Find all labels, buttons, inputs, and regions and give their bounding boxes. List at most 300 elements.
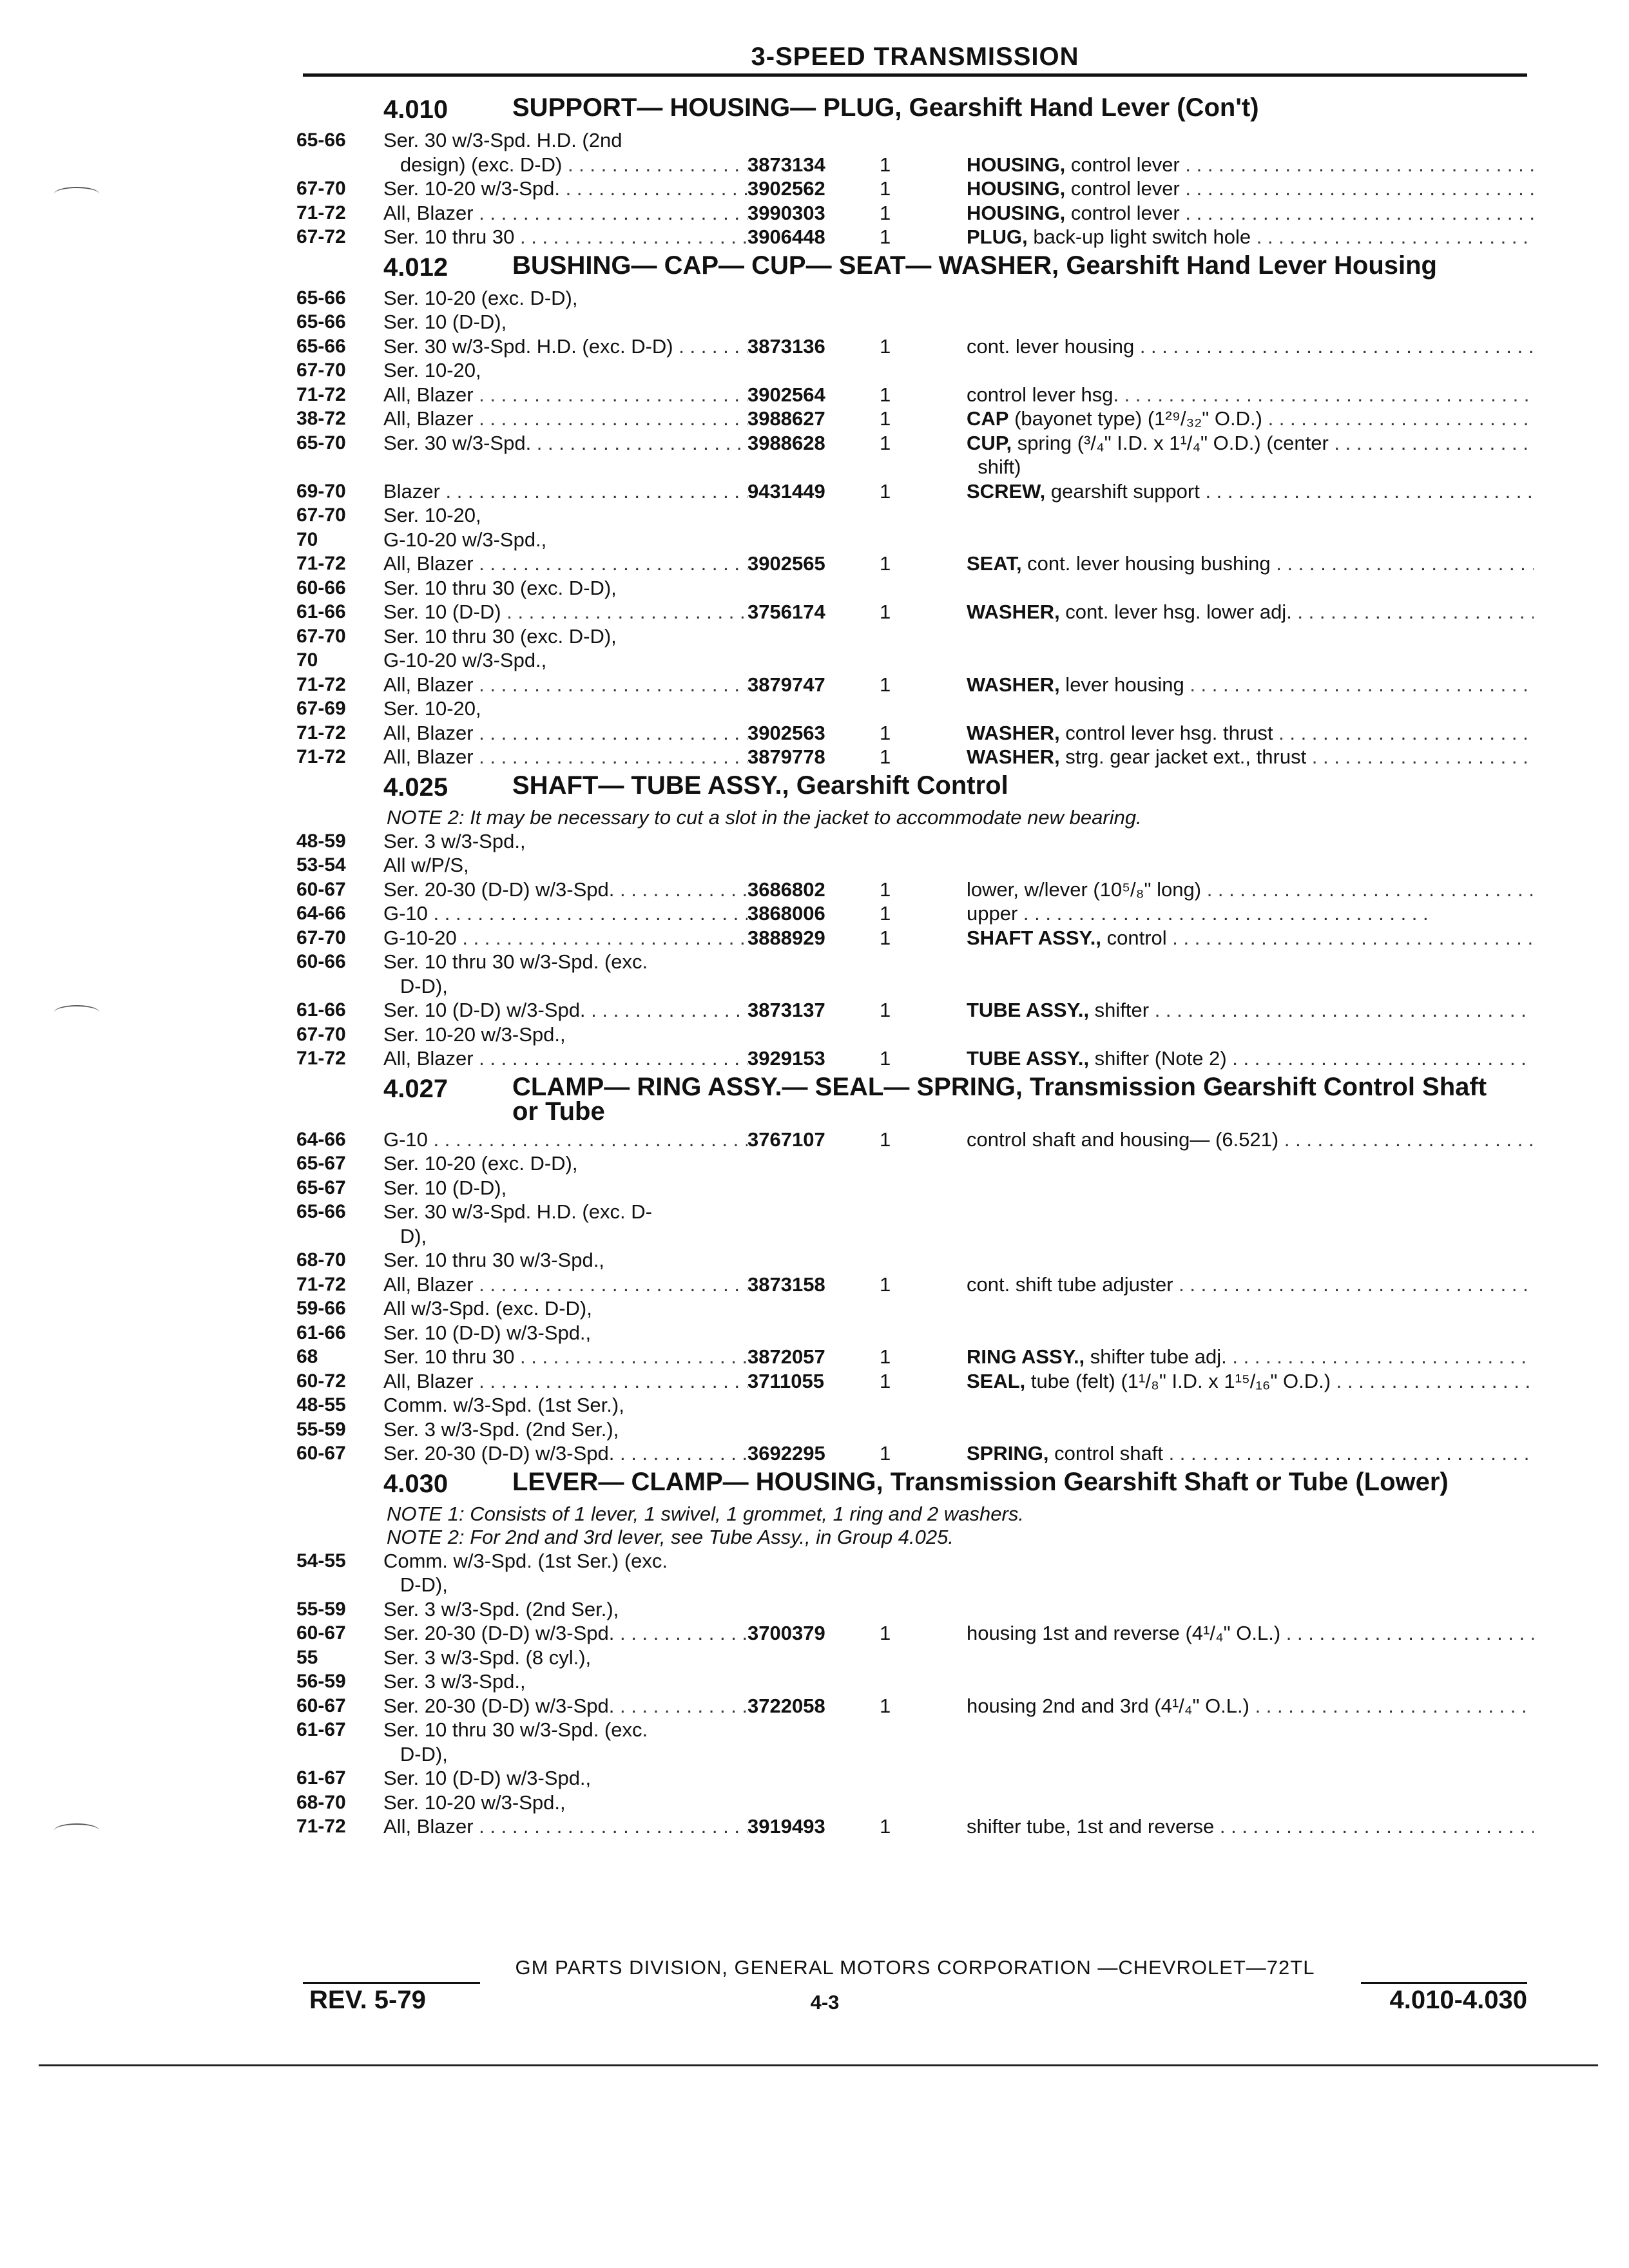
description [967,1128,1534,1152]
application: Ser. 20-30 (D-D) w/3-Spd. . . . [383,1694,747,1718]
application: Ser. 30 w/3-Spd. H.D. (2nd [383,129,622,151]
description [967,673,1534,697]
application: Ser. 3 w/3-Spd., [383,1670,526,1693]
description [967,177,1534,201]
application: All, Blazer . . . [383,1814,747,1839]
part-number [747,1224,880,1249]
part-row [296,479,1534,504]
model-years: 67-70 [296,1023,346,1045]
description-keyword: TUBE ASSY., [967,999,1090,1021]
model-years [296,1573,383,1597]
part-number [747,1151,880,1176]
part-number [747,974,880,999]
part-row [296,1393,1534,1418]
quantity [880,1418,967,1442]
description [967,334,1534,359]
quantity [880,1393,967,1418]
model-years: 67-70 [296,505,346,526]
part-number [747,1791,880,1815]
quantity [880,974,967,999]
description [967,926,1534,950]
application: Ser. 10-20, [383,359,481,381]
description [967,745,1534,769]
part-row [296,153,1534,177]
part-number: 3873134 [747,153,825,176]
quantity [880,1791,967,1815]
application: Ser. 10-20, [383,697,481,720]
application: G-10-20 . . . [383,926,747,950]
part-row [296,1791,1534,1815]
application: Ser. 10 thru 30 w/3-Spd., [383,1249,604,1271]
quantity [880,1597,967,1622]
application: Ser. 10-20 w/3-Spd., [383,1023,566,1046]
part-row [296,1128,1534,1152]
description-text: gearshift support [1045,479,1200,503]
section-number: 4.030 [383,1469,448,1498]
model-years: 55-59 [296,1418,346,1440]
part-number: 3873137 [747,999,825,1021]
part-row [296,1669,1534,1694]
part-row [296,310,1534,334]
application: D-D), [383,974,448,997]
quantity: 1 [880,902,891,925]
description [967,479,1534,504]
part-row [296,358,1534,383]
description [967,1791,1534,1815]
description [967,552,1534,576]
description [967,998,1534,1023]
part-row [296,648,1534,673]
application: Ser. 20-30 (D-D) w/3-Spd. . . . [383,1621,747,1646]
section-heading [296,1072,1534,1126]
quantity [880,1742,967,1767]
section-note: NOTE 2: For 2nd and 3rd lever, see Tube Assy., in Group 4.025. [387,1525,954,1548]
application: Ser. 3 w/3-Spd. (2nd Ser.), [383,1597,619,1620]
application: All, Blazer . . . [383,383,747,407]
part-row [296,128,1534,153]
section-heading [296,253,1534,282]
model-years: 65-67 [296,1153,346,1174]
part-number: 3692295 [747,1442,825,1465]
application: Ser. 3 w/3-Spd. (8 cyl.), [383,1646,592,1669]
application: Ser. 10-20 (exc. D-D), [383,1152,578,1175]
section-heading [296,95,1534,124]
part-row [296,673,1534,697]
model-years: 60-67 [296,1443,346,1464]
part-row [296,1046,1534,1071]
description [967,974,1534,999]
quantity [880,697,967,721]
part-number [747,1200,880,1224]
part-row [296,1549,1534,1573]
application: Ser. 10-20 w/3-Spd., [383,1791,566,1814]
description-text: shifter [1089,999,1150,1021]
description [967,503,1534,528]
model-years: 53-54 [296,854,346,876]
application: All, Blazer . . . [383,745,747,769]
application: All, Blazer . . . [383,673,747,697]
section-4-012 [296,253,1534,769]
model-years: 71-72 [296,1816,346,1837]
part-number: 3906448 [747,226,825,248]
section-4-025 [296,773,1534,1071]
model-years: 67-70 [296,927,346,948]
part-number [747,1549,880,1573]
description [967,1151,1534,1176]
description [967,1573,1534,1597]
description-text: control lever [1065,201,1180,224]
quantity [880,1176,967,1200]
model-years: 60-67 [296,1695,346,1716]
quantity: 1 [880,1047,891,1070]
quantity: 1 [880,1273,891,1296]
description [967,901,1534,926]
quantity: 1 [880,1622,891,1644]
description-keyword: SCREW, [967,479,1046,503]
description-text: shifter tube, 1st and reverse [967,1815,1215,1838]
model-years: 69-70 [296,480,346,502]
description [967,721,1534,745]
application: D-D), [383,1742,448,1765]
section-number: 4.010 [383,95,448,124]
model-years: 65-66 [296,130,346,151]
model-years: 60-66 [296,577,346,599]
application: All, Blazer . . . [383,1369,747,1394]
application: Ser. 20-30 (D-D) w/3-Spd. . . . [383,1441,747,1466]
description [967,455,1534,479]
quantity: 1 [880,226,891,248]
model-years: 70 [296,649,318,671]
description-keyword: WASHER, [967,745,1060,768]
quantity [880,1646,967,1670]
footer-division: GM PARTS DIVISION, GENERAL MOTORS CORPORATION —CHEVROLET—72TL [515,1956,1315,1979]
description-keyword: WASHER, [967,721,1060,744]
part-number: 3902562 [747,177,825,200]
footer-revision: REV. 5-79 [309,1986,426,2014]
description-keyword: CUP, [967,431,1012,454]
application: Ser. 30 w/3-Spd. H.D. (exc. D- [383,1200,652,1223]
application: Ser. 30 w/3-Spd. . . . [383,431,747,456]
section-heading [296,773,1534,802]
description-text: control lever hsg. thrust [1059,721,1273,744]
quantity [880,1718,967,1742]
part-row [296,1176,1534,1200]
application: Ser. 10 (D-D) w/3-Spd., [383,1767,592,1789]
part-number [747,1573,880,1597]
footer-rule-left [303,1982,480,1984]
part-number [747,310,880,334]
part-number [747,1248,880,1273]
quantity: 1 [880,745,891,768]
part-number [747,829,880,854]
description [967,600,1534,624]
part-number: 9431449 [747,479,825,503]
description [967,310,1534,334]
model-years: 71-72 [296,1273,346,1295]
model-years: 64-66 [296,903,346,924]
section-number: 4.025 [383,773,448,802]
part-row [296,1814,1534,1839]
quantity [880,1766,967,1791]
part-row [296,853,1534,878]
quantity [880,503,967,528]
part-row [296,576,1534,601]
description-text: lower, w/lever (10⁵/₈" long) [967,878,1202,901]
part-row [296,1023,1534,1047]
description [967,1549,1534,1573]
description [967,950,1534,974]
description-text: cont. lever hsg. lower adj. [1059,601,1292,623]
quantity [880,128,967,153]
part-row [296,950,1534,974]
page-title: 3-SPEED TRANSMISSION [751,43,1079,71]
section-4-027 [296,1072,1534,1466]
part-row [296,1573,1534,1597]
description [967,853,1534,878]
description-keyword: RING ASSY., [967,1345,1085,1368]
description-text: lever housing [1059,673,1184,696]
section-note: NOTE 2: It may be necessary to cut a slot in the jacket to accommodate new bearing. [387,805,1142,829]
application: All, Blazer . . . [383,1046,747,1071]
section-note: NOTE 1: Consists of 1 lever, 1 swivel, 1 grommet, 1 ring and 2 washers. [387,1502,1024,1525]
part-row [296,1646,1534,1670]
model-years: 61-66 [296,601,346,622]
model-years: 71-72 [296,1048,346,1069]
part-number: 3988628 [747,431,825,454]
description-text: control lever hsg. [967,383,1119,406]
part-number [747,576,880,601]
application: Ser. 10 (D-D), [383,1176,507,1199]
quantity: 1 [880,926,891,949]
section-4-010 [296,95,1534,249]
description [967,358,1534,383]
part-row [296,1273,1534,1297]
section-title: SUPPORT— HOUSING— PLUG, Gearshift Hand Lever (Con't) [512,93,1259,122]
quantity: 1 [880,407,891,430]
part-number: 3711055 [747,1369,824,1392]
description [967,1742,1534,1767]
model-years: 67-72 [296,226,346,247]
description-text: strg. gear jacket ext., thrust [1059,745,1307,768]
application: G-10-20 w/3-Spd., [383,649,547,671]
part-row [296,1694,1534,1718]
part-row [296,455,1534,479]
description [967,1418,1534,1442]
quantity: 1 [880,153,891,176]
model-years: 60-67 [296,878,346,900]
quantity [880,648,967,673]
description-keyword: SEAL, [967,1369,1026,1392]
application: Comm. w/3-Spd. (1st Ser.), [383,1394,624,1416]
quantity [880,829,967,854]
section-title: CLAMP— RING ASSY.— SEAL— SPRING, Transmission Gearshift Control Shaft or Tube [512,1072,1487,1126]
quantity [880,624,967,649]
description-text: shifter (Note 2) [1089,1047,1227,1070]
part-number: 3902564 [747,383,825,406]
part-row [296,974,1534,999]
margin-mark [54,1005,99,1019]
application: D-D), [383,1573,448,1596]
model-years [296,974,383,999]
application: Ser. 10 (D-D) . . . [383,600,747,624]
application: Ser. 3 w/3-Spd. (2nd Ser.), [383,1418,619,1441]
application: design) (exc. D-D) . . . [383,153,747,177]
description [967,1023,1534,1047]
part-row [296,1224,1534,1249]
part-row [296,745,1534,769]
description-text: upper [967,902,1018,925]
description [967,624,1534,649]
part-number [747,1646,880,1670]
part-number: 3873136 [747,334,825,358]
quantity: 1 [880,878,891,901]
description [967,201,1534,226]
quantity [880,1549,967,1573]
description [967,1441,1534,1466]
part-row [296,1248,1534,1273]
part-row [296,1766,1534,1791]
description-keyword: WASHER, [967,673,1060,696]
description-text: tube (felt) (1¹/₈" I.D. x 1¹⁵/₁₆" O.D.) [1025,1369,1331,1392]
model-years: 59-66 [296,1298,346,1319]
description-keyword: WASHER, [967,601,1060,623]
part-number [747,648,880,673]
application: All w/P/S, [383,854,469,876]
description [967,383,1534,407]
part-number: 3988627 [747,407,825,430]
description-text: back-up light switch hole [1027,226,1251,248]
description [967,697,1534,721]
part-number [747,528,880,552]
description [967,1273,1534,1297]
application: Ser. 10-20, [383,504,481,526]
part-row [296,503,1534,528]
model-years: 67-70 [296,360,346,381]
model-years: 65-66 [296,311,346,332]
section-number: 4.012 [383,253,448,282]
quantity: 1 [880,177,891,200]
part-row [296,431,1534,456]
section-number: 4.027 [383,1074,448,1103]
quantity [880,528,967,552]
description-text: control shaft and housing— (6.521) [967,1128,1279,1151]
description-keyword: TUBE ASSY., [967,1047,1090,1070]
application: G-10 . . . [383,1128,747,1152]
model-years: 71-72 [296,722,346,744]
application: Comm. w/3-Spd. (1st Ser.) (exc. [383,1549,668,1572]
part-row [296,1296,1534,1321]
part-number: 3929153 [747,1047,825,1070]
quantity: 1 [880,334,891,358]
part-number: 3902563 [747,721,825,744]
quantity [880,1669,967,1694]
application: G-10 . . . [383,901,747,926]
part-number: 3873158 [747,1273,825,1296]
description [967,431,1534,456]
application: Ser. 20-30 (D-D) w/3-Spd. . . . [383,878,747,902]
description [967,1176,1534,1200]
description [967,1597,1534,1622]
model-years: 65-66 [296,287,346,309]
model-years: 71-72 [296,553,346,574]
part-row [296,528,1534,552]
description [967,1046,1534,1071]
part-row [296,600,1534,624]
application: All, Blazer . . . [383,721,747,745]
application: All, Blazer . . . [383,201,747,226]
quantity: 1 [880,479,891,503]
part-row [296,1151,1534,1176]
part-row [296,225,1534,249]
application: Ser. 10 (D-D) w/3-Spd., [383,1321,592,1344]
model-years: 61-66 [296,999,346,1021]
quantity: 1 [880,673,891,696]
description-keyword: HOUSING, [967,153,1066,176]
parts-listing [296,91,1534,1839]
quantity [880,286,967,311]
model-years: 65-66 [296,335,346,357]
description-text: control lever [1065,177,1180,200]
model-years: 56-59 [296,1671,346,1692]
margin-mark [54,1823,99,1838]
model-years: 65-70 [296,432,346,454]
application: Ser. 3 w/3-Spd., [383,829,526,852]
part-row [296,1369,1534,1394]
quantity [880,358,967,383]
application: All, Blazer . . . [383,552,747,576]
quantity [880,1321,967,1345]
description [967,1766,1534,1791]
application: Ser. 10 (D-D) w/3-Spd. . . . [383,998,747,1023]
part-number: 3686802 [747,878,825,901]
description-text: cont. lever housing bushing [1021,552,1271,575]
part-row [296,1621,1534,1646]
model-years: 67-70 [296,625,346,647]
description [967,576,1534,601]
part-row [296,1597,1534,1622]
description [967,1369,1534,1394]
description [967,829,1534,854]
model-years: 60-66 [296,951,346,972]
quantity [880,576,967,601]
application: Ser. 10 thru 30 w/3-Spd. (exc. [383,950,648,973]
part-number [747,503,880,528]
description [967,1345,1534,1369]
model-years: 48-59 [296,830,346,852]
description [967,128,1534,153]
part-row [296,552,1534,576]
description-text: shift) [967,456,1021,478]
description [967,1393,1534,1418]
application: Ser. 30 w/3-Spd. H.D. (exc. D-D) . . . [383,334,747,359]
description-keyword: HOUSING, [967,201,1066,224]
quantity: 1 [880,1815,891,1838]
quantity: 1 [880,1442,891,1465]
quantity [880,853,967,878]
part-number [747,624,880,649]
quantity: 1 [880,431,891,454]
header-rule [303,73,1527,77]
part-number [747,1023,880,1047]
description [967,1694,1534,1718]
part-number [747,1669,880,1694]
application: All, Blazer . . . [383,407,747,431]
model-years: 71-72 [296,673,346,695]
part-row [296,1441,1534,1466]
application [383,455,747,479]
description [967,1621,1534,1646]
part-row [296,1345,1534,1369]
